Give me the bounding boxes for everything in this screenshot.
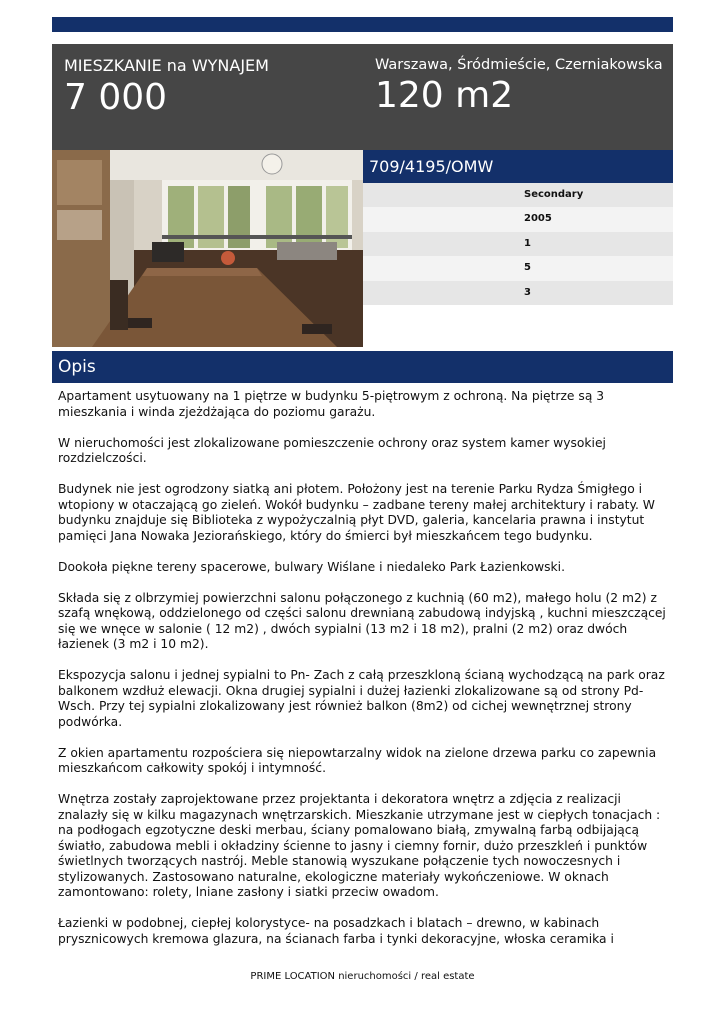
listing-header [52, 44, 673, 150]
header-left [64, 56, 269, 118]
apartment-photo [52, 150, 363, 347]
description-paragraph: Z okien apartamentu rozpościera się niepowtarzalny widok na zielone drzewa parku co zapewnia mieszkańcom całkowity spokój i intymność. [58, 745, 657, 775]
description-paragraph: W nieruchomości jest zlokalizowane pomieszczenie ochrony oraz system kamer wysokiej rozdzielczości. [58, 435, 606, 465]
section-title-description: Opis [52, 351, 673, 383]
description-paragraph: Ekspozycja salonu i jednej sypialni to Pn- Zach z całą przeszkloną ścianą wychodzącą na park oraz balkonem wzdłuż elewacji. Okna drugiej sypialni i dużej łazienki zlokalizowane są od strony Pd-Wsch. Przy tej sypialni zlokalizowany jest również balkon (8m2) od cichej wewnętrznej strony podwórka. [58, 668, 665, 729]
description-text [58, 389, 668, 946]
property-market: Secondary [363, 183, 673, 207]
description-paragraph: Wnętrza zostały zaprojektowane przez projektanta i dekoratora wnętrz a zdjęcia z realizacji znalazły się w kilku magazynach wnętrzarskich. Mieszkanie utrzymane jest w ciepłych tonacjach : na podłogach egzotyczne deski merbau, ściany pomalowano białą, zmywalną farbą odbijającą światło, zabudowa mebli i okładziny ścienne to jasny i ciemny fornir, dużo przeszkleń i punktów świetlnych tworzących nastrój. Meble stanowią wyszukane połączenie tych nowoczesnych i stylizowanych. Zastosowano naturalne, ekologiczne materiały wykończeniowe. W oknach zamontowano: rolety, lniane zasłony i siatki przeciw owadom. [58, 792, 661, 899]
listing-location: Warszawa, Śródmieście, Czerniakowska [375, 57, 663, 73]
header-right [375, 56, 665, 116]
property-building-floors: 5 [363, 256, 673, 280]
property-details-table [363, 183, 673, 305]
description-paragraph: Dookoła piękne tereny spacerowe, bulwary Wiślane i niedaleko Park Łazienkowski. [58, 559, 565, 574]
apartment-interior-illustration [52, 150, 363, 347]
page-footer: PRIME LOCATION nieruchomości / real estate [250, 971, 475, 982]
property-floor: 1 [363, 232, 673, 256]
property-build-year: 2005 [363, 207, 673, 231]
description-paragraph: Budynek nie jest ogrodzony siatką ani płotem. Położony jest na terenie Parku Rydza Śmigłego i wtopiony w otaczającą go zieleń. Wokół budynku – zadbane tereny małej architektury i rabaty. W budynku znajduje się Biblioteka z wypożyczalnią płyt DVD, galeria, kancelaria prawna i instytut pamięci Jana Nowaka Jeziorańskiego, który do śmierci był mieszkańcem tego budynku. [58, 482, 655, 543]
listing-price: 7 000 [64, 77, 168, 118]
property-rooms: 3 [363, 281, 673, 305]
listing-type: MIESZKANIE na WYNAJEM [64, 56, 269, 75]
reference-number: 709/4195/OMW [363, 150, 673, 183]
description-paragraph: Apartament usytuowany na 1 piętrze w budynku 5-piętrowym z ochroną. Na piętrze są 3 mieszkania i winda zjeżdżająca do poziomu garażu. [58, 389, 605, 419]
top-accent-bar [52, 17, 673, 32]
description-paragraph: Łazienki w podobnej, ciepłej kolorystyce- na posadzkach i blatach – drewno, w kabinach prysznicowych kremowa glazura, na ścianach farba i tynki dekoracyjne, włoska ceramika i [58, 916, 614, 946]
listing-area: 120 m2 [375, 75, 514, 116]
description-paragraph: Składa się z olbrzymiej powierzchni salonu połączonego z kuchnią (60 m2), małego holu (2 m2) z szafą wnękową, oddzielonego od części salonu drewnianą zabudową indyjską , kuchni mieszczącej się we wnęce w salonie ( 12 m2) , dwóch sypialni (13 m2 i 18 m2), pralni (2 m2) oraz dwóch łazienek (3 m2 i 10 m2). [58, 590, 666, 651]
